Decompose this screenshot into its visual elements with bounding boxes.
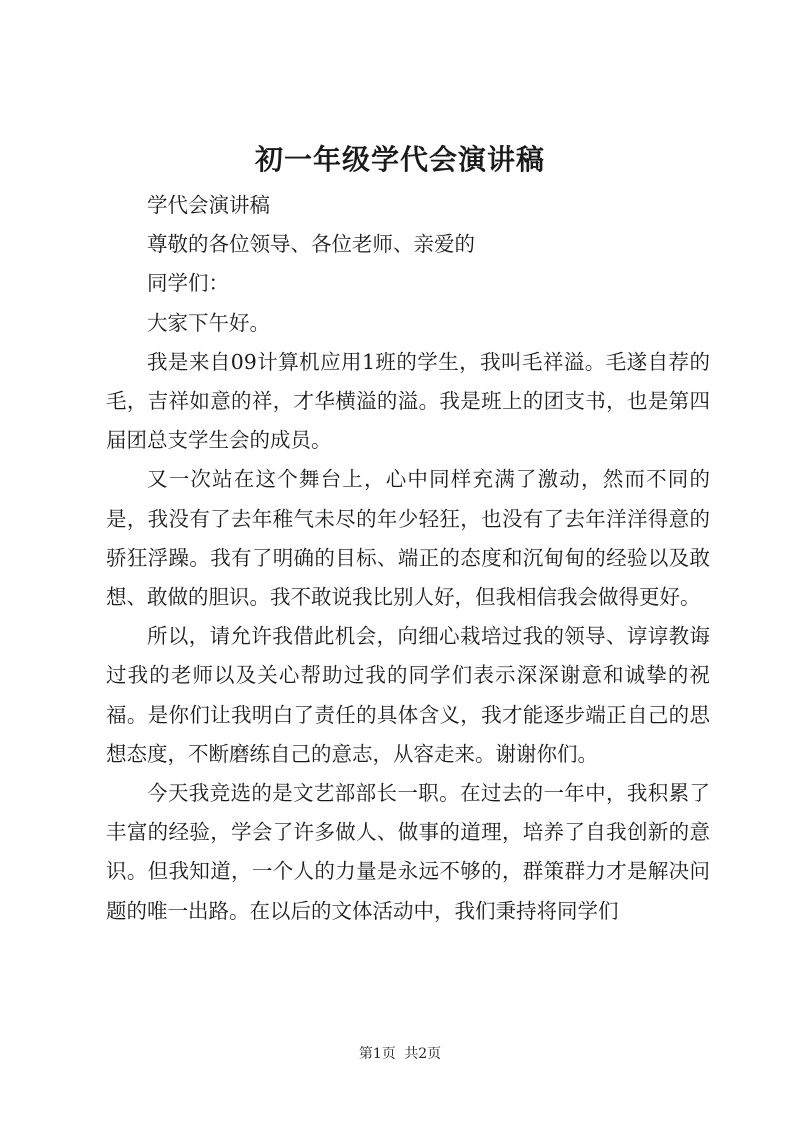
document-title: 初一年级学代会演讲稿 — [254, 143, 545, 176]
paragraph: 大家下午好。 — [147, 310, 270, 335]
paragraph: 同学们： — [147, 271, 229, 296]
document-body — [106, 186, 710, 931]
paragraph: 又一次站在这个舞台上，心中同样充满了激动，然而不同的是，我没有了去年稚气未尽的年少轻狂，也没有了去年洋洋得意的骄狂浮躁。我有了明确的目标、端正的态度和沉甸甸的经验以及敢想、敢做的胆识。我不敢说我比别人好，但我相信我会做得更好。 — [106, 467, 710, 610]
paragraph: 所以，请允许我借此机会，向细心栽培过我的领导、谆谆教诲过我的老师以及关心帮助过我的同学们表示深深谢意和诚挚的祝福。是你们让我明白了责任的具体含义，我才能逐步端正自己的思想态度，不断磨练自己的意志，从容走来。谢谢你们。 — [106, 624, 710, 766]
page-total: 共2页 — [404, 1046, 442, 1062]
paragraph: 尊敬的各位领导、各位老师、亲爱的 — [147, 232, 475, 257]
paragraph: 学代会演讲稿 — [147, 193, 270, 217]
page-footer — [0, 1044, 800, 1064]
paragraph: 我是来自09计算机应用1班的学生，我叫毛祥溢。毛遂自荐的毛，吉祥如意的祥，才华横溢的溢。我是班上的团支书，也是第四届团总支学生会的成员。 — [106, 349, 710, 453]
paragraph: 今天我竞选的是文艺部部长一职。在过去的一年中，我积累了丰富的经验，学会了许多做人、做事的道理，培养了自我创新的意识。但我知道，一个人的力量是永远不够的，群策群力才是解决问题的唯一出路。在以后的文体活动中，我们秉持将同学们 — [106, 781, 710, 923]
page-number: 第1页 — [358, 1046, 396, 1062]
